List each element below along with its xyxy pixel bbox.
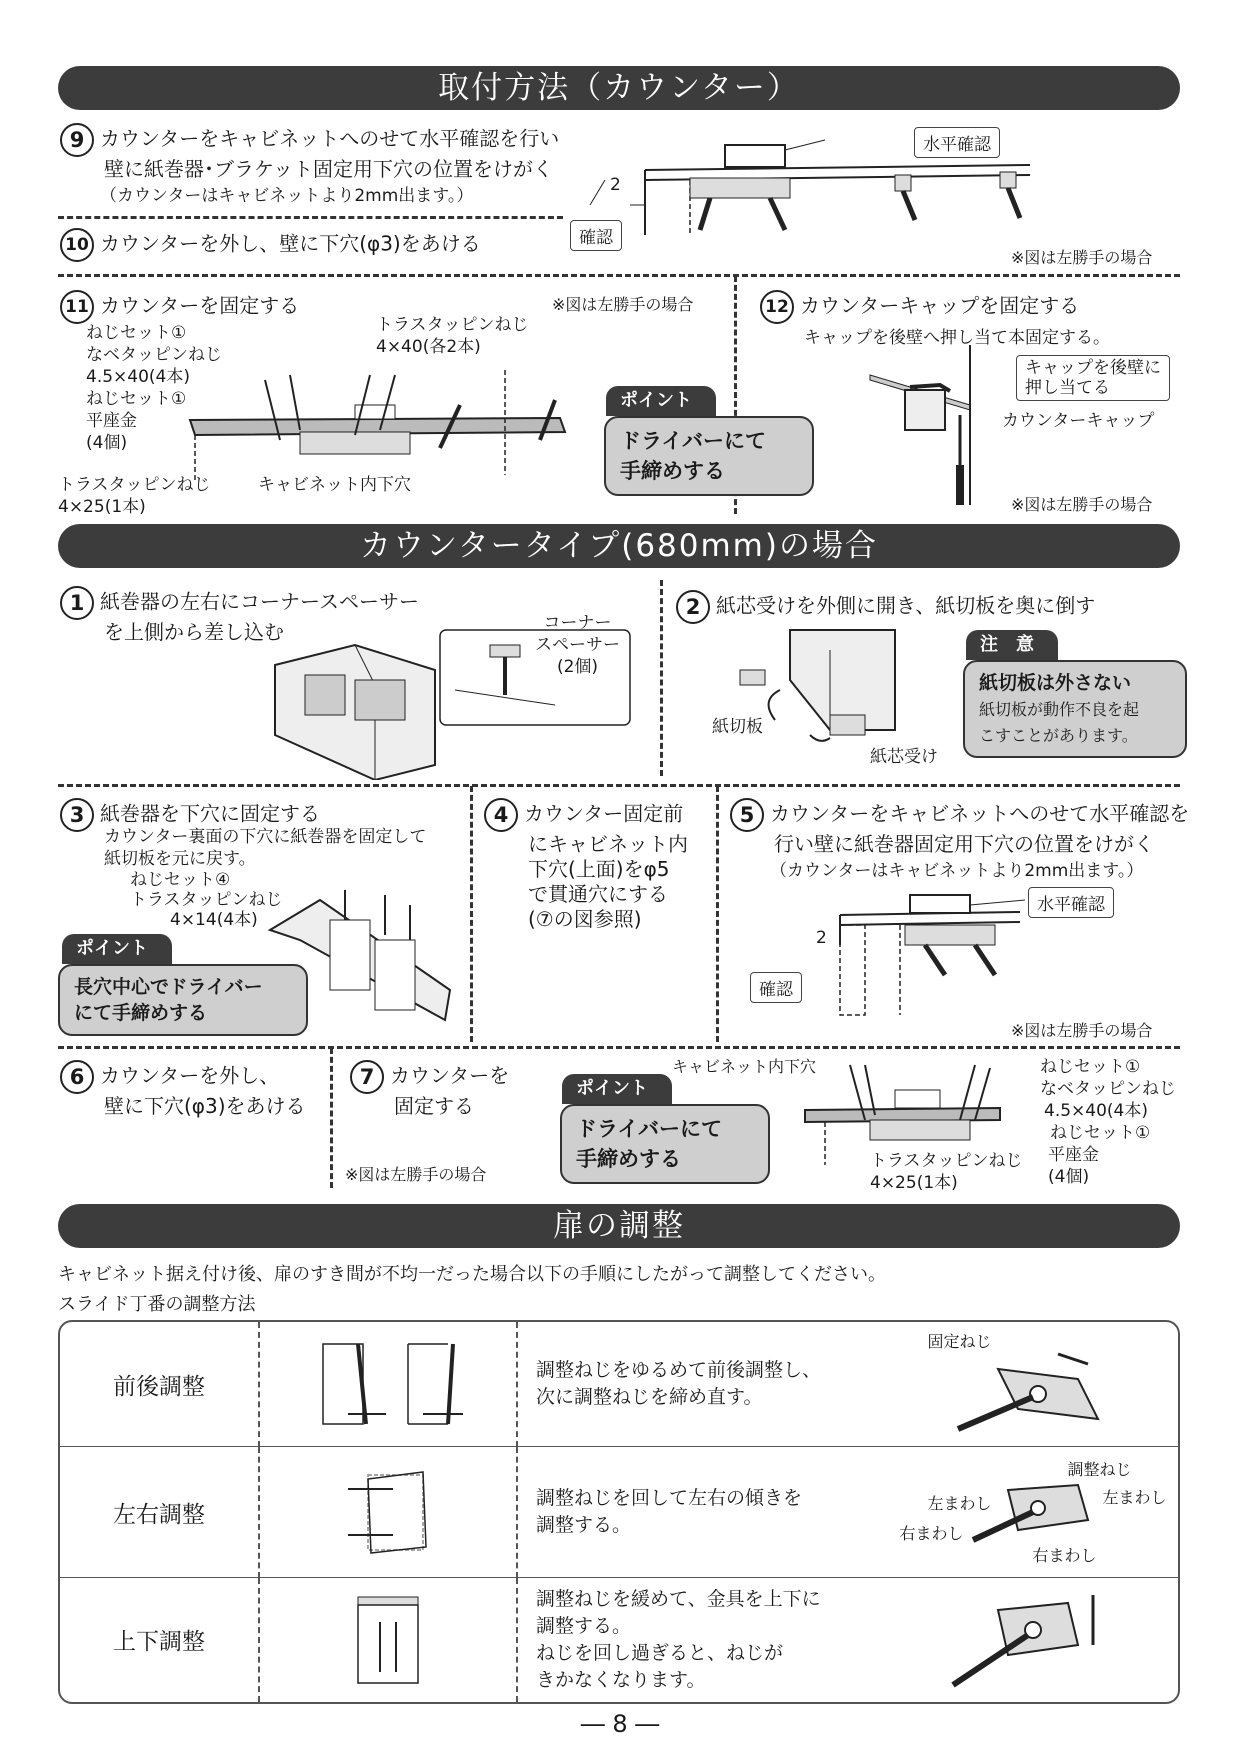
callout-line: キャップを後壁に (1025, 358, 1161, 378)
point-tag: ポイント (62, 934, 172, 964)
desc-line: 調整する。 (536, 1614, 632, 1637)
step-number: 3 (60, 798, 94, 832)
washer-qty-label: (4個) (86, 433, 128, 453)
note-left-hand: ※図は左勝手の場合 (1011, 1021, 1153, 1040)
cabinet-hole-label: キャビネット内下穴 (672, 1057, 817, 1076)
step-number: 9 (60, 123, 94, 157)
label-left-turn: 左まわし (1102, 1487, 1167, 1507)
desc-line: 調整ねじを緩めて、金具を上下に (536, 1587, 821, 1610)
step-7-line2: 固定する (394, 1094, 474, 1118)
desc-line: ねじを回し過ぎると、ねじが (536, 1641, 784, 1664)
step-7 (350, 1060, 509, 1119)
step-5-line3: （カウンターはキャビネットより2mm出ます。） (770, 861, 1144, 881)
truss-screw-name: トラスタッピンねじ (870, 1151, 1023, 1171)
step-number: 7 (350, 1060, 384, 1094)
desc-line: きかなくなります。 (536, 1668, 706, 1691)
step-10 (60, 228, 481, 262)
hinge-diagram (877, 1578, 1178, 1702)
page-number: ― 8 ― (580, 1710, 660, 1738)
caution-line: 紙切板が動作不良を起 (979, 700, 1140, 719)
truss-screw-bottom-label (58, 474, 211, 518)
front-back-diagram (260, 1322, 518, 1447)
step-4-line2: にキャビネット内 (528, 832, 688, 856)
point-tag: ポイント (562, 1074, 672, 1104)
divider (58, 274, 1180, 277)
hinge-icon (938, 1349, 1128, 1439)
desc-line: 調整する。 (536, 1514, 632, 1537)
step-1-line1: 紙巻器の左右にコーナースペーサー (100, 589, 419, 614)
step-1-line2: を上側から差し込む (104, 620, 284, 644)
hinge-icon (968, 1480, 1098, 1550)
washer-type-label: 平座金 (86, 411, 137, 431)
label-level-check: 水平確認 (1028, 887, 1114, 918)
label-right-turn: 右まわし (1032, 1545, 1097, 1565)
callout-line: 押し当てる (1025, 378, 1110, 398)
label-right-turn: 右まわし (899, 1523, 964, 1543)
truss-screw-label (870, 1150, 1023, 1194)
counter-cap-illustration (860, 345, 1020, 515)
step-number: 2 (676, 590, 710, 624)
step-5-line1: カウンターをキャビネットへのせて水平確認を (770, 801, 1190, 826)
point-tag: ポイント (606, 386, 716, 416)
step-3-sub (104, 826, 426, 870)
paper-holder-illustration (720, 620, 940, 760)
level-check-illustration (780, 880, 1030, 1020)
point-line: 手締めする (576, 1147, 681, 1171)
spacer-label-line: (2個) (556, 657, 599, 677)
truss-screw-qty: 4×40(各2本) (376, 337, 481, 357)
step-number: 4 (484, 798, 518, 832)
point-line: ドライバーにて (620, 429, 766, 453)
dim-2mm: 2 (816, 928, 827, 948)
screw-type-label: トラスタッピンねじ (130, 890, 283, 910)
screw-type-label: なベタッピンねじ (86, 345, 222, 365)
section-title-680: カウンタータイプ(680mm)の場合 (58, 524, 1180, 568)
label-confirm: 確認 (750, 972, 802, 1003)
step-6-line1: カウンターを外し、 (100, 1063, 280, 1088)
label-level-check: 水平確認 (914, 127, 1000, 158)
caution-box (963, 660, 1187, 758)
row-description (518, 1322, 877, 1447)
step-12-sub: キャップを後壁へ押し当て本固定する。 (804, 328, 1110, 348)
door-tilt-icon (338, 1467, 438, 1557)
cap-press-callout (1016, 355, 1170, 401)
step-3-sub-line: カウンター裏面の下穴に紙巻器を固定して (104, 827, 427, 847)
step-5 (730, 798, 1189, 882)
row-name: 前後調整 (60, 1322, 260, 1447)
spacer-label-line: コーナー (543, 613, 612, 633)
step-9 (60, 123, 590, 207)
point-line: 長穴中心でドライバー (74, 976, 263, 998)
screw-set-label: ねじセット① (86, 323, 187, 343)
table-row (60, 1447, 1178, 1578)
washer-qty-label: (4個) (1048, 1167, 1090, 1187)
label-left-turn: 左まわし (927, 1493, 992, 1513)
cabinet-hole-label: キャビネット内下穴 (258, 475, 411, 495)
desc-line: 調整ねじを回して左右の傾きを (536, 1487, 803, 1510)
step-4-line4: で貫通穴にする (528, 882, 668, 906)
hinge-left-right-figure (888, 1455, 1168, 1570)
hinge-diagram (877, 1322, 1178, 1447)
screw-qty-label: 4.5×40(4本) (1044, 1101, 1148, 1121)
point-line: 手締めする (620, 459, 725, 483)
divider (716, 786, 719, 1042)
point-box (58, 964, 308, 1036)
row-name: 上下調整 (60, 1578, 260, 1702)
point-box (604, 416, 814, 496)
dim-2mm: 2 (610, 175, 621, 195)
hinge-subheading: スライド丁番の調整方法 (58, 1294, 256, 1315)
step-9-line1: カウンターをキャビネットへのせて水平確認を行い (100, 126, 560, 151)
truss-screw-top-label (376, 314, 529, 358)
step-4-line5: (⑦の図参照) (528, 907, 642, 931)
left-right-diagram (260, 1447, 518, 1578)
screw-qty-label: 4.5×40(4本) (86, 367, 190, 387)
desc-line: 調整ねじをゆるめて前後調整し、 (536, 1359, 822, 1382)
row-description (518, 1447, 877, 1578)
divider (58, 784, 1180, 787)
counter-cap-label: カウンターキャップ (1002, 411, 1155, 431)
step-3-sub-line: 紙切板を元に戻す。 (104, 849, 256, 869)
step-7-line1: カウンターを (390, 1063, 510, 1088)
screw-set-label: ねじセット④ (130, 870, 231, 890)
caution-line: こすことがあります。 (979, 726, 1138, 745)
screw-type-label: なベタッピンねじ (1040, 1079, 1176, 1099)
hinge-adjust-table (58, 1320, 1180, 1704)
label-adjust-screw: 調整ねじ (1067, 1459, 1132, 1479)
truss-screw-name: トラスタッピンねじ (376, 315, 529, 335)
corner-spacer-label (535, 612, 620, 678)
step-6-line2: 壁に下穴(φ3)をあける (104, 1094, 306, 1118)
screw-qty-label: 4×14(4本) (170, 910, 258, 930)
divider (470, 786, 473, 1042)
row-name: 左右調整 (60, 1447, 260, 1578)
divider (58, 216, 563, 219)
desc-line: 次に調整ねじを締め直す。 (536, 1386, 763, 1409)
door-intro: キャビネット据え付け後、扉のすき間が不均一だった場合以下の手順にしたがって調整してください。 (58, 1264, 886, 1285)
screw-set-label: ねじセット① (1040, 1057, 1141, 1077)
note-left-hand: ※図は左勝手の場合 (345, 1165, 487, 1184)
table-row (60, 1322, 1178, 1447)
row-description (518, 1578, 877, 1702)
step-11 (60, 290, 299, 324)
truss-screw-qty: 4×25(1本) (58, 497, 146, 517)
divider (58, 1046, 1180, 1049)
step-10-text: カウンターを外し、壁に下穴(φ3)をあける (100, 231, 481, 256)
note-left-hand: ※図は左勝手の場合 (1011, 495, 1153, 514)
door-gap-icon (308, 1339, 468, 1429)
divider (660, 580, 663, 776)
label-confirm: 確認 (570, 220, 622, 251)
screw-set-1-label (1040, 1056, 1176, 1188)
washer-set-label: ねじセット① (86, 389, 187, 409)
hinge-icon (948, 1585, 1108, 1695)
step-number: 1 (60, 586, 94, 620)
step-12 (760, 290, 1110, 349)
section-title-door: 扉の調整 (58, 1204, 1180, 1248)
step-6 (60, 1060, 306, 1119)
point-line: にて手締めする (74, 1002, 208, 1024)
step-number: 10 (60, 228, 94, 262)
washer-type-label: 平座金 (1048, 1145, 1099, 1165)
caution-title: 紙切板は外さない (979, 672, 1132, 694)
step-4-line3: 下穴(上面)をφ5 (528, 857, 670, 881)
spacer-label-line: スペーサー (535, 635, 620, 655)
counter-fix-illustration (170, 360, 590, 490)
up-down-diagram (260, 1578, 518, 1702)
hinge-front-back-figure (928, 1329, 1128, 1439)
step-4-line1: カウンター固定前 (524, 801, 684, 826)
label-core-holder: 紙芯受け (870, 742, 938, 767)
divider (330, 1048, 333, 1188)
step-12-text: カウンターキャップを固定する (800, 293, 1080, 318)
step-2 (676, 590, 1095, 624)
step-11-text: カウンターを固定する (100, 293, 300, 318)
caution-tag: 注 意 (966, 630, 1058, 660)
washer-set-label: ねじセット① (1050, 1123, 1151, 1143)
step-number: 6 (60, 1060, 94, 1094)
point-line: ドライバーにて (576, 1117, 722, 1141)
hinge-diagram (877, 1447, 1178, 1578)
section-title-install: 取付方法（カウンター） (58, 66, 1180, 110)
step-9-line2: 壁に紙巻器･ブラケット固定用下穴の位置をけがく (104, 157, 553, 181)
truss-screw-qty: 4×25(1本) (870, 1173, 958, 1193)
label-paper-cut-plate: 紙切板 (712, 712, 763, 737)
step-4 (484, 798, 688, 932)
step-number: 5 (730, 798, 764, 832)
step-number: 12 (760, 290, 794, 324)
note-left-hand: ※図は左勝手の場合 (1011, 248, 1153, 267)
step-2-text: 紙芯受けを外側に開き、紙切板を奥に倒す (716, 593, 1096, 618)
step-number: 11 (60, 290, 94, 324)
step-9-line3: （カウンターはキャビネットより2mm出ます。） (100, 186, 474, 206)
truss-screw-name: トラスタッピンねじ (58, 475, 211, 495)
door-vertical-icon (348, 1592, 428, 1687)
step-3-text: 紙巻器を下穴に固定する (100, 801, 320, 826)
step-5-line2: 行い壁に紙巻器固定用下穴の位置をけがく (774, 832, 1154, 856)
note-left-hand: ※図は左勝手の場合 (552, 295, 694, 314)
point-box (560, 1104, 770, 1184)
label-fix-screw: 固定ねじ (927, 1332, 992, 1352)
table-row (60, 1578, 1178, 1702)
